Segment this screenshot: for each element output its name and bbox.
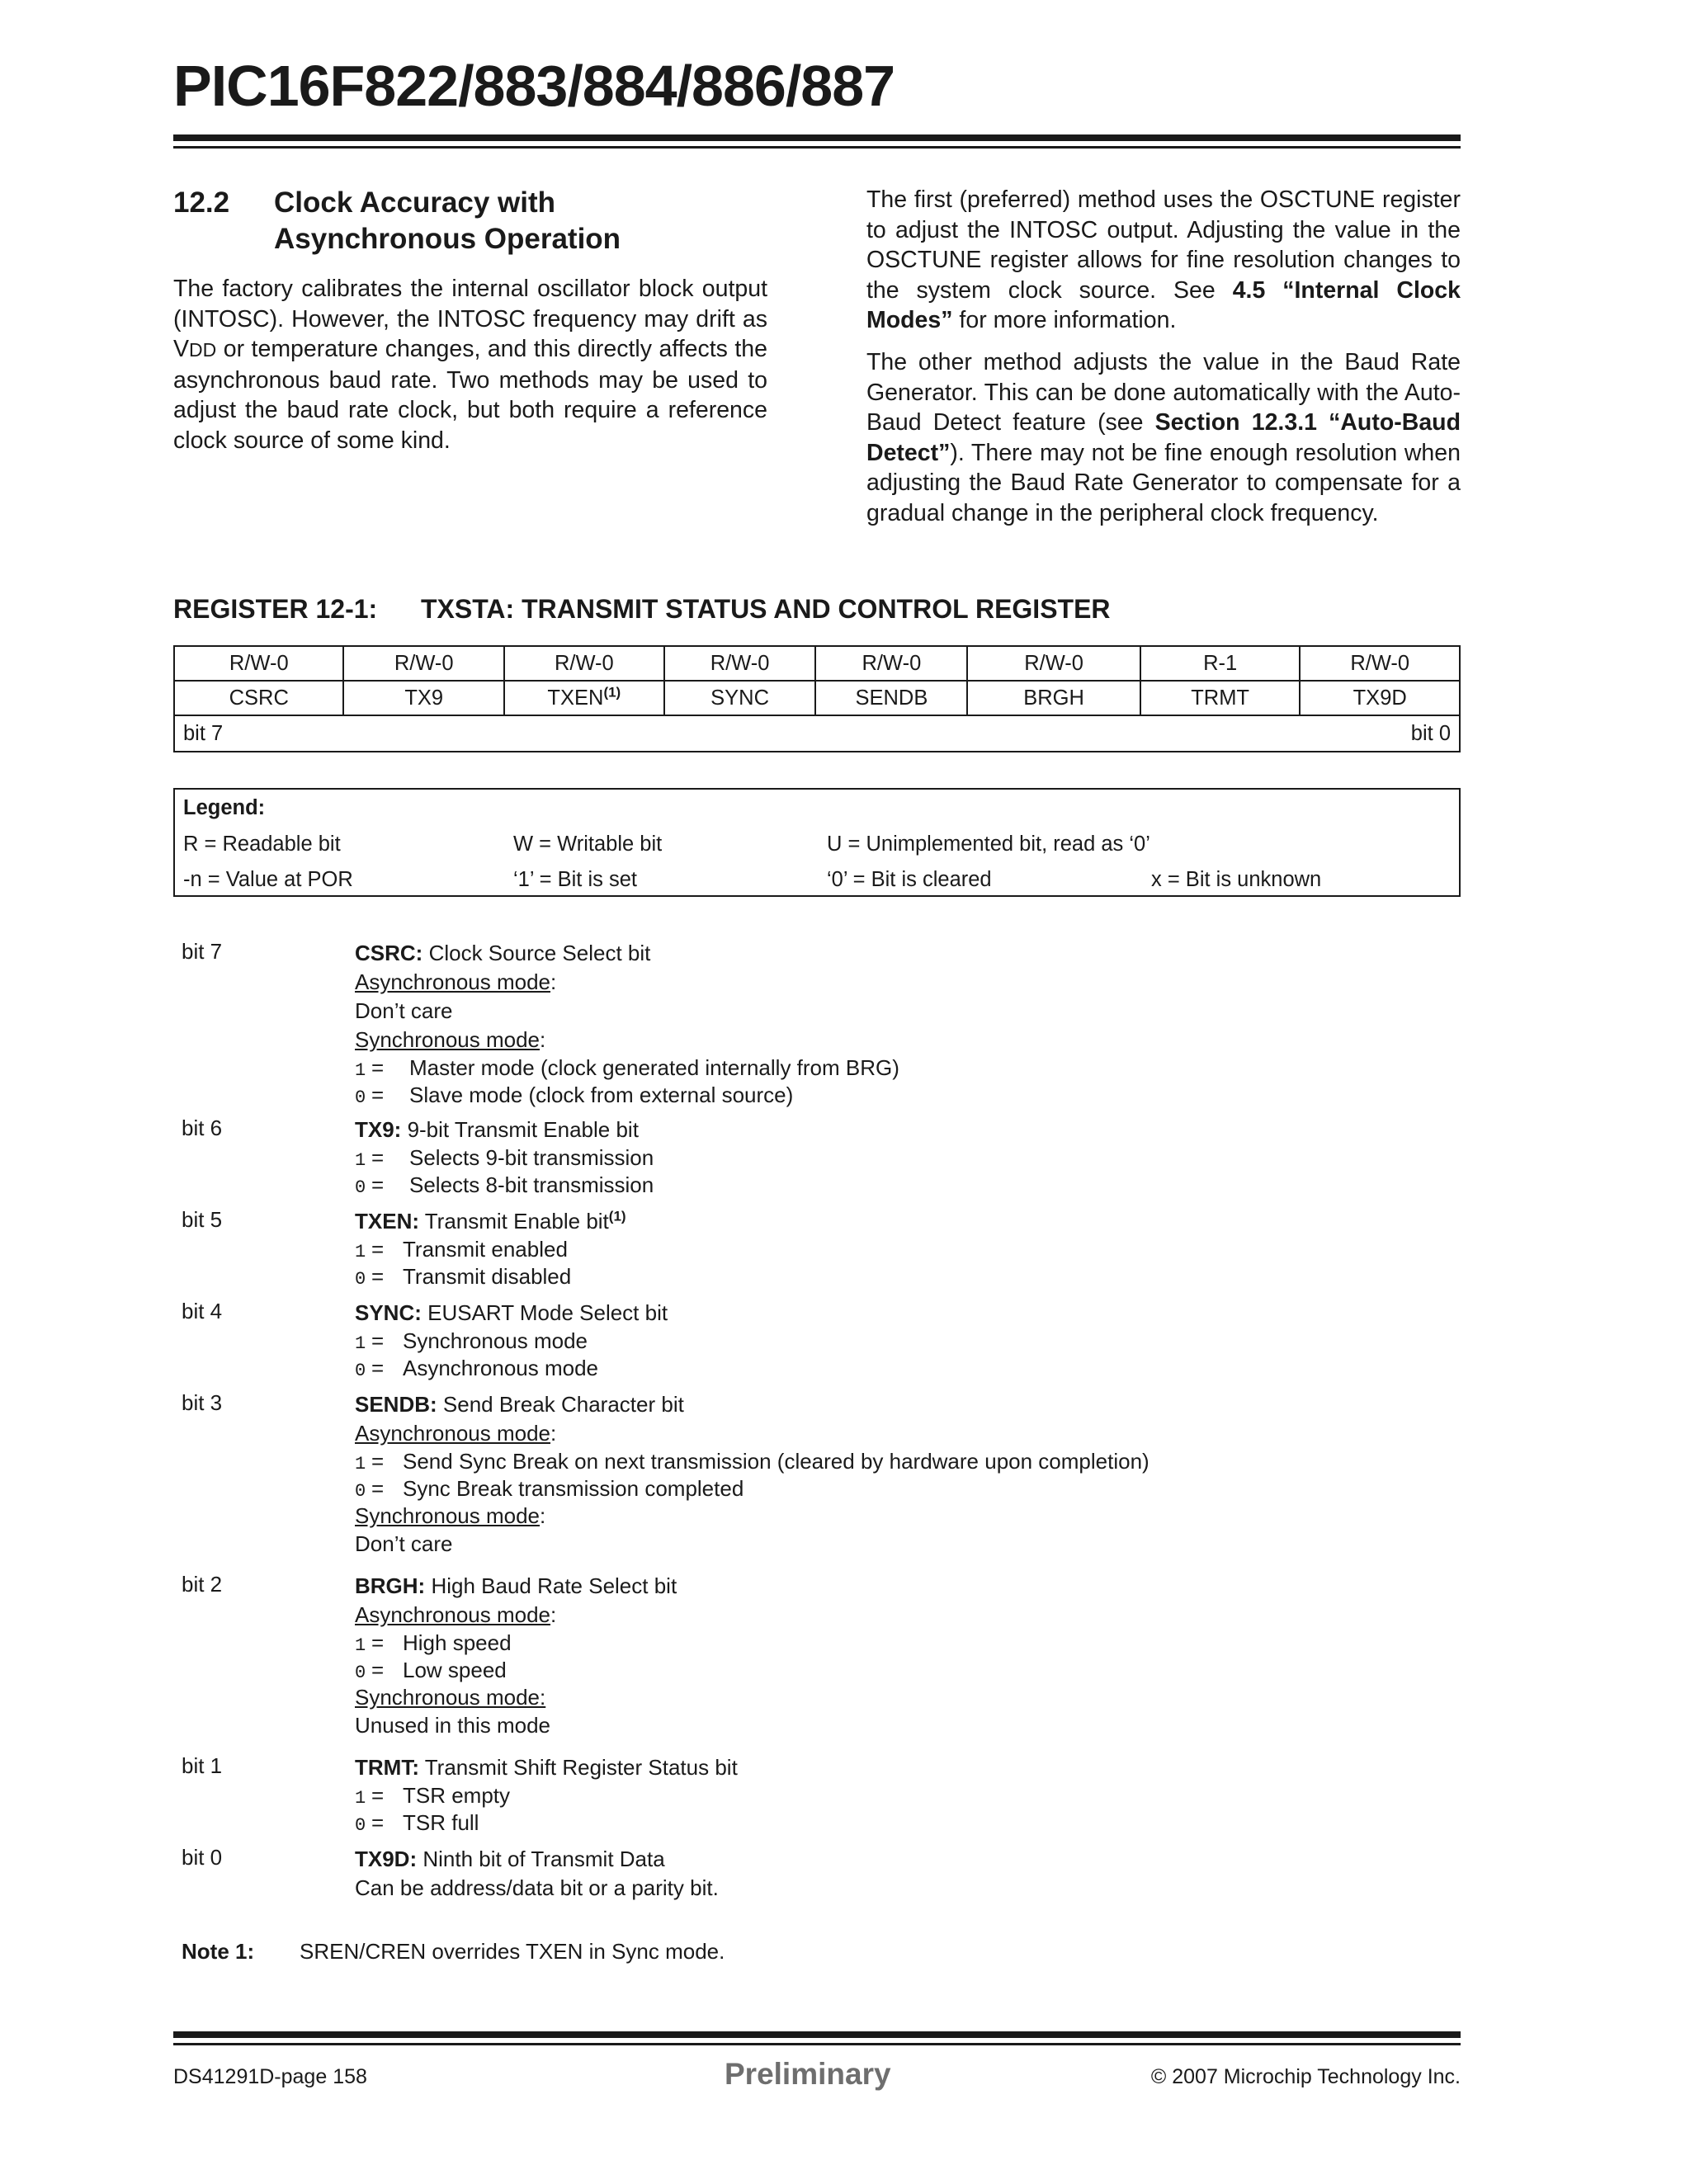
- register-name-row: [174, 681, 1460, 715]
- bit-name-cell: TX9D: [1300, 681, 1460, 715]
- register-title: REGISTER 12-1: TXSTA: TRANSMIT STATUS AND CONTROL REGISTER: [173, 594, 1111, 624]
- register-bit-order-row: [174, 715, 1460, 752]
- footer-rule-thick: [173, 2031, 1461, 2038]
- lsb-label: bit 0: [1410, 721, 1451, 745]
- legend-cleared: ‘0’ = Bit is cleared: [827, 868, 992, 891]
- section-title: Clock Accuracy with Asynchronous Operation: [274, 186, 621, 255]
- section-left-paragraph: The factory calibrates the internal oscillator block output (INTOSC). However, the INTOSC frequency may drift as VDD or temperature changes, and this directly affects the asynchronous baud rate. Two methods may be used to adjust the baud rate clock, but both require a reference clock source of some kind.: [173, 276, 767, 454]
- access-cell: R/W-0: [967, 646, 1140, 681]
- page-title: PIC16F822/883/884/886/887: [173, 54, 895, 118]
- section-left-column: [173, 185, 767, 456]
- legend-writable: W = Writable bit: [513, 833, 663, 856]
- bit-name-cell: SENDB: [815, 681, 967, 715]
- section-right-column: [866, 185, 1461, 529]
- section-number: 12.2: [173, 186, 230, 219]
- bit-name-cell: TXEN$^{(1)}$: [504, 681, 664, 715]
- bit-name-cell: BRGH: [967, 681, 1140, 715]
- register-legend: [173, 788, 1461, 897]
- link-auto-baud-detect[interactable]: Section 12.3.1 “Auto-Baud Detect”: [866, 409, 1461, 466]
- bit-name-cell: TRMT: [1140, 681, 1301, 715]
- access-cell: R/W-0: [664, 646, 816, 681]
- legend-title: Legend:: [183, 796, 266, 819]
- footer-page-id: DS41291D-page 158: [173, 2065, 367, 2088]
- legend-unknown: x = Bit is unknown: [1151, 868, 1322, 891]
- section-heading: [173, 185, 767, 257]
- legend-unimplemented: U = Unimplemented bit, read as ‘0’: [827, 833, 1150, 856]
- msb-label: bit 7: [183, 721, 224, 745]
- bit-name-cell: TX9: [343, 681, 503, 715]
- register-bit-table: [173, 645, 1461, 752]
- note-text: SREN/CREN overrides TXEN in Sync mode.: [300, 1939, 725, 1964]
- footer-status: Preliminary: [725, 2057, 891, 2091]
- note-label: Note 1:: [182, 1939, 255, 1964]
- footnote-ref: (1): [603, 684, 621, 700]
- access-cell: R/W-0: [504, 646, 664, 681]
- access-cell: R/W-0: [815, 646, 967, 681]
- paragraph-baud-rate-generator: The other method adjusts the value in the Baud Rate Generator. This can be done automatically with the Auto-Baud Detect feature (see Section 12.3.1 “Auto-Baud Detect”). There may not be fine enough resolution when adjusting the Baud Rate Generator to compensate for a gradual change in the peripheral clock frequency.: [866, 348, 1461, 526]
- link-internal-clock-modes[interactable]: 4.5 “Internal Clock Modes”: [866, 276, 1461, 334]
- access-cell: R/W-0: [343, 646, 503, 681]
- header-rule-thin: [173, 146, 1461, 149]
- legend-set: ‘1’ = Bit is set: [513, 868, 637, 891]
- legend-por: -n = Value at POR: [183, 868, 353, 891]
- register-access-row: [174, 646, 1460, 681]
- register-note: [182, 1939, 725, 1965]
- access-cell: R-1: [1140, 646, 1301, 681]
- footnote-ref: (1): [608, 1208, 626, 1224]
- legend-readable: R = Readable bit: [183, 833, 341, 856]
- access-cell: R/W-0: [1300, 646, 1460, 681]
- header-rule-thick: [173, 134, 1461, 141]
- bit-name-cell: SYNC: [664, 681, 816, 715]
- access-cell: R/W-0: [174, 646, 343, 681]
- paragraph-osctune: The first (preferred) method uses the OSCTUNE register to adjust the INTOSC output. Adjusting the value in the OSCTUNE register allows for fine resolution changes to the system clock source. See 4.5 “Internal Clock Modes” for more information.: [866, 186, 1461, 334]
- footer-copyright: © 2007 Microchip Technology Inc.: [1150, 2065, 1461, 2088]
- bit-name-cell: CSRC: [174, 681, 343, 715]
- footer-rule-thin: [173, 2043, 1461, 2045]
